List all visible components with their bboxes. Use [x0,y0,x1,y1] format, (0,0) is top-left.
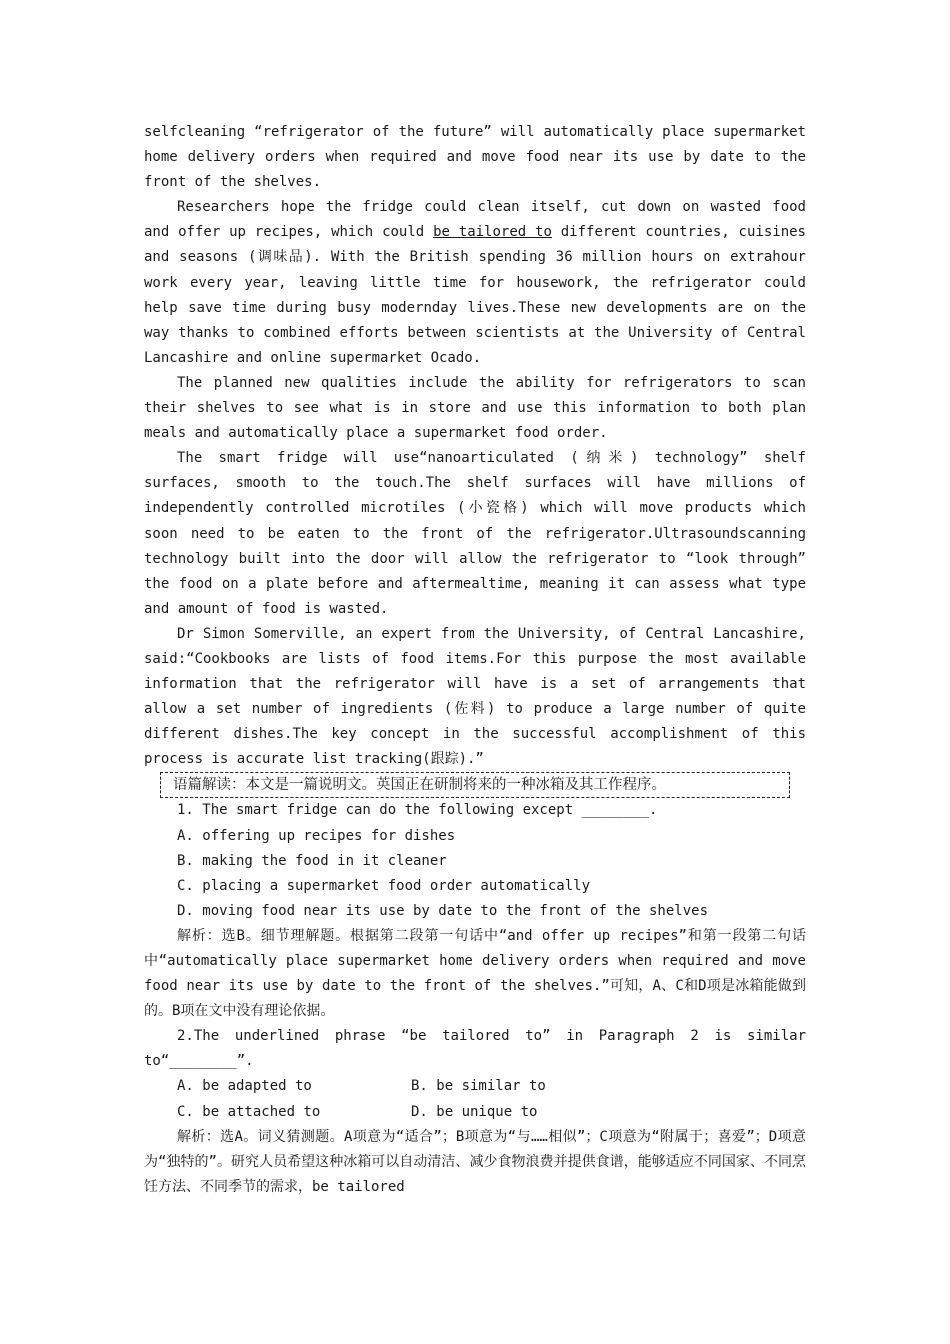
p2-text-after: different countries, cuisines and seasons (调味品). With the British spending 36 million hours on extrahour work every year, leaving little time for housework, the refrigerator could help save time during busy modernday lives.These new developments are on the way thanks to combined efforts between scientists at the University of Central Lancashire and online supermarket Ocado. [144,224,806,366]
underlined-phrase: be tailored to [433,224,552,241]
question-1-option-d: D. moving food near its use by date to the front of the shelves [177,902,709,919]
question-2-options-row-1 [144,1074,806,1099]
passage-paragraph-5: Dr Simon Somerville, an expert from the University, of Central Lancashire, said:“Cookbooks are lists of food items.For this purpose the most available information that the refrigerator will have is a set of arrangements that allow a set number of ingredients (佐料) to produce a large number of quite different dishes.The key concept in the successful accomplishment of this process is accurate list tracking(跟踪).” [144,625,806,768]
document-page [144,120,806,1200]
passage-paragraph-1: selfcleaning “refrigerator of the future” will automatically place supermarket home delivery orders when required and move food near its use by date to the front of the shelves. [144,124,806,191]
question-2-options-row-2 [144,1100,806,1125]
p2-text-before: Researchers hope the fridge could clean itself, cut down on wasted food and offer up recipes, which could [144,199,806,241]
question-1-option-a: A. offering up recipes for dishes [177,827,456,844]
question-1-analysis: 解析：选B。细节理解题。根据第二段第一句话中“and offer up recipes”和第一段第二句话中“automatically place supermarket home delivery orders when required and move food near its use by date to the front of the shelves.”可知，A、C和D项是冰箱能做到的。B项在文中没有理论依据。 [144,927,806,1020]
question-1-option-b: B. making the food in it cleaner [177,852,447,869]
question-2-analysis: 解析：选A。词义猜测题。A项意为“适合”；B项意为“与……相似”；C项意为“附属于；喜爱”；D项意为“独特的”。研究人员希望这种冰箱可以自动清洁、减少食物浪费并提供食谱，能够适应不同国家、不同烹饪方法、不同季节的需求，be tailored [144,1128,806,1195]
passage-paragraph-2 [144,195,806,371]
question-2-option-b: B. be similar to [411,1078,546,1095]
question-2-option-c: C. be attached to [177,1103,321,1120]
question-2-option-a: A. be adapted to [177,1078,312,1095]
summary-box: 语篇解读：本文是一篇说明文。英国正在研制将来的一种冰箱及其工作程序。 [160,772,790,798]
passage-paragraph-3: The planned new qualities include the ability for refrigerators to scan their shelves to see what is in store and use this information to both plan meals and automatically place a supermarket food order. [144,374,806,442]
question-1-stem: 1. The smart fridge can do the following except ________. [177,802,658,819]
question-2-option-d: D. be unique to [411,1103,538,1120]
question-1-option-c: C. placing a supermarket food order automatically [177,877,591,894]
question-2-stem: 2.The underlined phrase “be tailored to” in Paragraph 2 is similar to“________”. [144,1028,806,1070]
passage-paragraph-4: The smart fridge will use“nanoarticulated (纳米) technology” shelf surfaces, smooth to the touch.The shelf surfaces will have millions of independently controlled microtiles (小瓷格) which will move products which soon need to be eaten to the front of the refrigerator.Ultrasoundscanning technology built into the door will allow the refrigerator to “look through” the food on a plate before and aftermealtime, meaning it can assess what type and amount of food is wasted. [144,450,806,617]
